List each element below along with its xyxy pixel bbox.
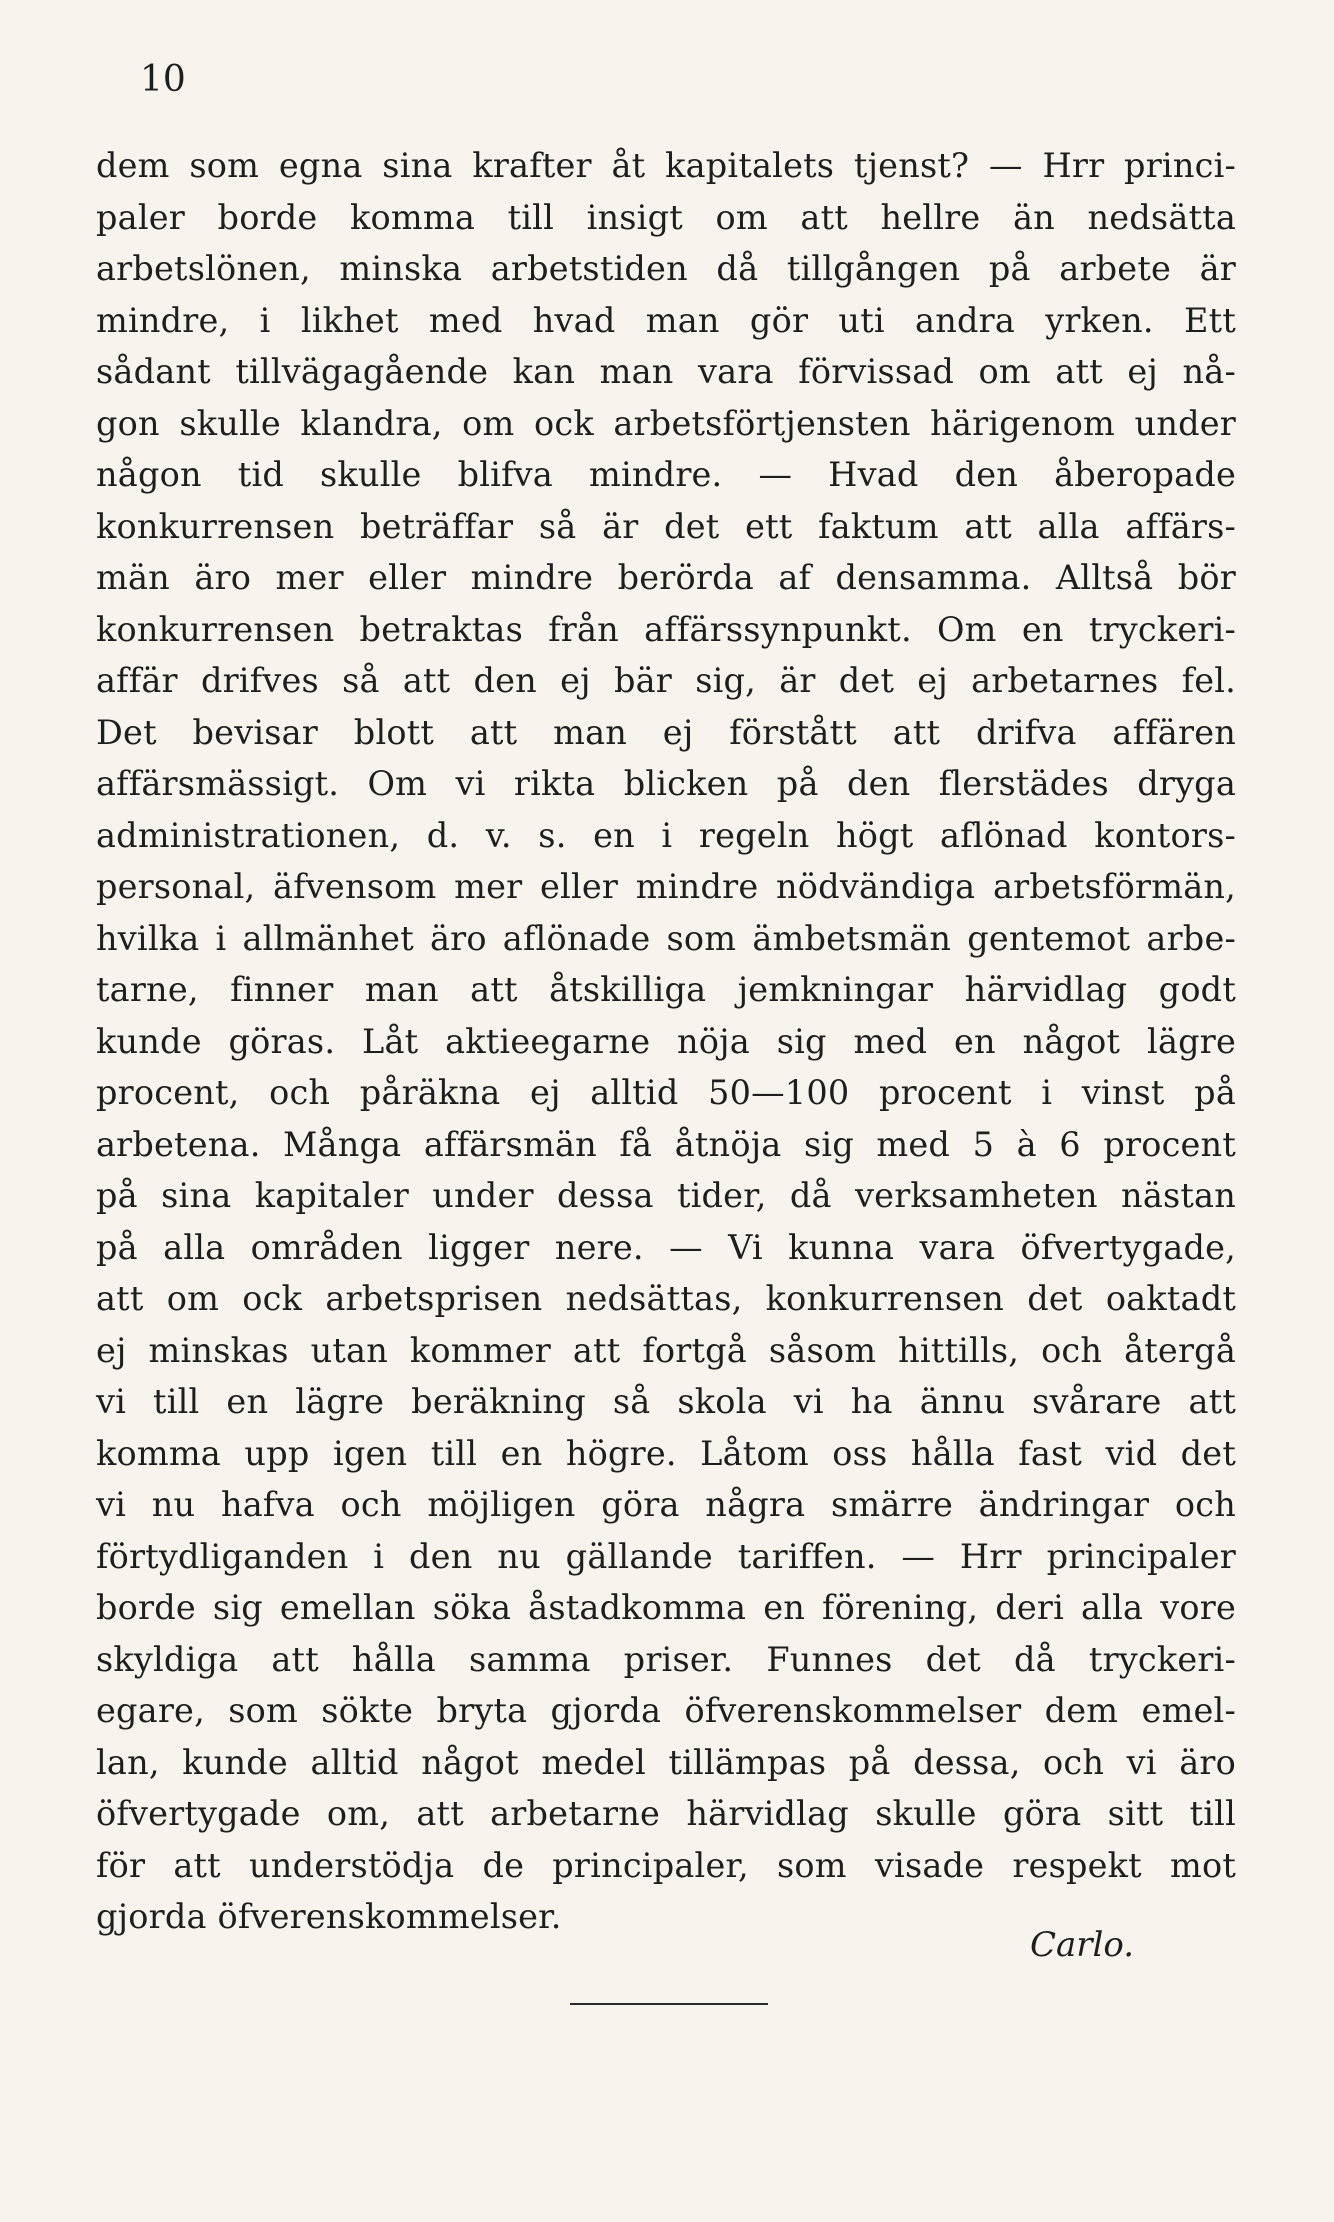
text-line: sådant tillvägagående kan man vara förvissad om att ej nå- xyxy=(96,352,1236,391)
text-line: för att understödja de principaler, som visade respekt mot xyxy=(96,1845,1236,1885)
body-text xyxy=(96,140,1236,1943)
text-line: Det bevisar blott att man ej förstått att drifva affären xyxy=(96,712,1236,752)
text-line: personal, äfvensom mer eller mindre nödvändiga arbetsförmän, xyxy=(96,867,1236,906)
text-line: tarne, finner man att åtskilliga jemkningar härvidlag godt xyxy=(96,970,1236,1009)
text-line: komma upp igen till en högre. Låtom oss hålla fast vid det xyxy=(96,1433,1236,1473)
text-line: vi nu hafva och möjligen göra några smärre ändringar och xyxy=(96,1485,1236,1524)
text-line: förtydliganden i den nu gällande tariffen. — Hrr principaler xyxy=(96,1536,1236,1576)
text-line: affärsmässigt. Om vi rikta blicken på den flerstädes dryga xyxy=(96,764,1236,803)
text-line: att om ock arbetsprisen nedsättas, konkurrensen det oaktadt xyxy=(96,1279,1236,1318)
author-signature: Carlo. xyxy=(1030,1925,1135,1965)
page-number: 10 xyxy=(140,59,186,100)
text-line-last: gjorda öfverenskommelser. xyxy=(96,1897,562,1936)
text-line: borde sig emellan söka åstadkomma en förening, deri alla vore xyxy=(96,1588,1236,1627)
text-line: män äro mer eller mindre berörda af densamma. Alltså bör xyxy=(96,558,1236,597)
text-line: egare, som sökte bryta gjorda öfverenskommelser dem emel- xyxy=(96,1691,1236,1730)
text-line: öfvertygade om, att arbetarne härvidlag skulle göra sitt till xyxy=(96,1794,1236,1833)
text-line: konkurrensen betraktas från affärssynpunkt. Om en tryckeri- xyxy=(96,609,1236,649)
text-line: mindre, i likhet med hvad man gör uti andra yrken. Ett xyxy=(96,300,1236,340)
text-line: någon tid skulle blifva mindre. — Hvad den åberopade xyxy=(96,455,1236,494)
text-line: skyldiga att hålla samma priser. Funnes det då tryckeri- xyxy=(96,1639,1236,1679)
text-line: hvilka i allmänhet äro aflönade som ämbetsmän gentemot arbe- xyxy=(96,918,1236,958)
text-line: arbetslönen, minska arbetstiden då tillgången på arbete är xyxy=(96,249,1236,288)
text-line: konkurrensen beträffar så är det ett faktum att alla affärs- xyxy=(96,506,1236,546)
text-line: administrationen, d. v. s. en i regeln högt aflönad kontors- xyxy=(96,815,1236,855)
text-line: lan, kunde alltid något medel tillämpas på dessa, och vi äro xyxy=(96,1742,1236,1782)
text-line: på sina kapitaler under dessa tider, då verksamheten nästan xyxy=(96,1176,1236,1215)
text-line: dem som egna sina krafter åt kapitalets tjenst? — Hrr princi- xyxy=(96,146,1236,185)
text-line: arbetena. Många affärsmän få åtnöja sig med 5 à 6 procent xyxy=(96,1124,1236,1164)
text-line: paler borde komma till insigt om att hellre än nedsätta xyxy=(96,197,1236,237)
text-line: ej minskas utan kommer att fortgå såsom hittills, och återgå xyxy=(96,1330,1236,1370)
text-line: procent, och påräkna ej alltid 50—100 procent i vinst på xyxy=(96,1073,1236,1112)
text-line: vi till en lägre beräkning så skola vi ha ännu svårare att xyxy=(96,1382,1236,1421)
text-line: affär drifves så att den ej bär sig, är det ej arbetarnes fel. xyxy=(96,661,1236,700)
section-divider xyxy=(570,2003,768,2005)
text-line: kunde göras. Låt aktieegarne nöja sig med en något lägre xyxy=(96,1021,1236,1061)
text-line: på alla områden ligger nere. — Vi kunna vara öfvertygade, xyxy=(96,1227,1236,1267)
text-line: gon skulle klandra, om ock arbetsförtjensten härigenom under xyxy=(96,403,1236,443)
